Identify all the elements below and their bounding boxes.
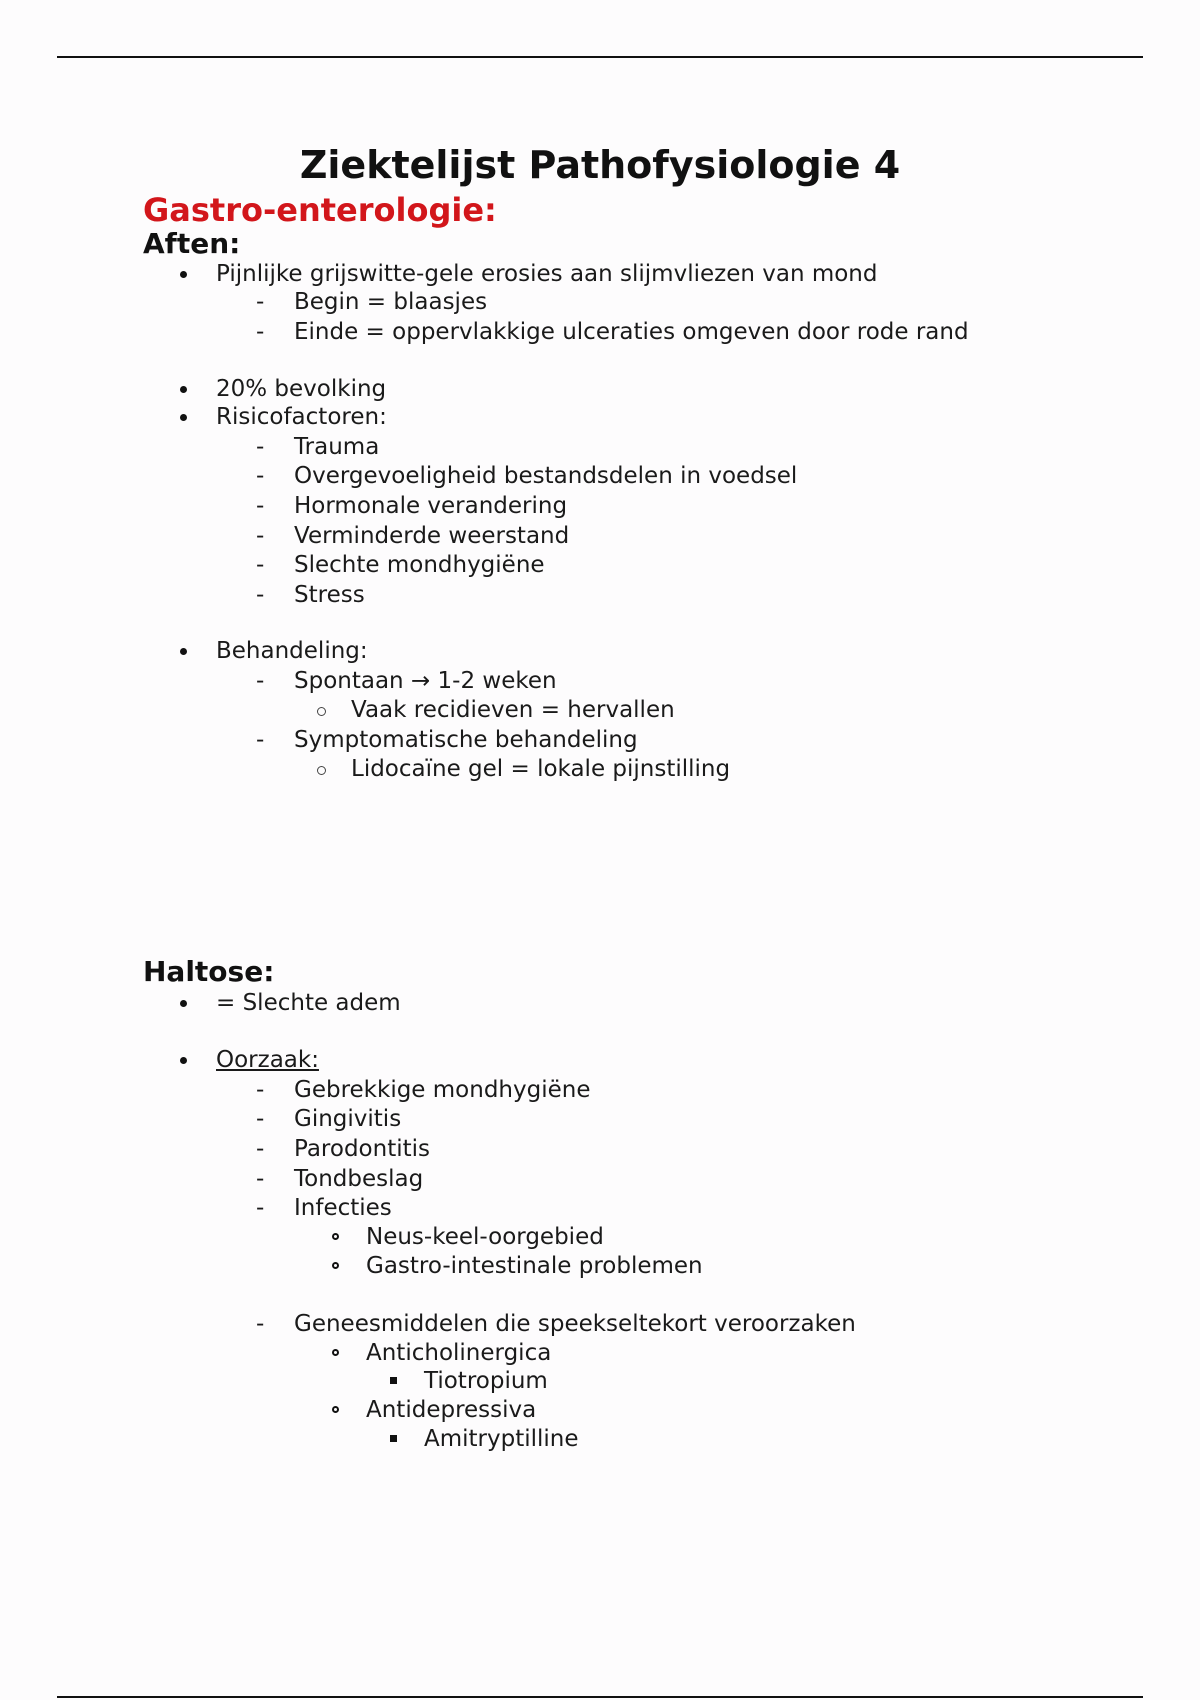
list-item: Symptomatische behandeling bbox=[294, 727, 638, 753]
list-item: Risicofactoren: bbox=[216, 404, 387, 430]
list-item: Stress bbox=[294, 582, 365, 608]
list-item: Tiotropium bbox=[424, 1368, 548, 1394]
list-item: Antidepressiva bbox=[366, 1397, 537, 1423]
list-item: Begin = blaasjes bbox=[294, 289, 488, 315]
dash-icon: - bbox=[256, 1136, 265, 1162]
document-title: Ziektelijst Pathofysiologie 4 bbox=[299, 143, 901, 187]
dash-icon: - bbox=[256, 319, 265, 345]
list-item: Parodontitis bbox=[294, 1136, 431, 1162]
dash-icon: - bbox=[256, 1195, 265, 1221]
list-item: Anticholinergica bbox=[366, 1340, 552, 1366]
list-item: Overgevoeligheid bestandsdelen in voedsel bbox=[294, 463, 798, 489]
list-item: Gingivitis bbox=[294, 1106, 402, 1132]
dash-icon: - bbox=[256, 582, 265, 608]
hollow-bullet-icon bbox=[332, 1406, 339, 1413]
hollow-bullet-icon bbox=[332, 1349, 339, 1356]
dash-icon: - bbox=[256, 668, 265, 694]
list-item: 20% bevolking bbox=[216, 376, 387, 402]
dash-icon: - bbox=[256, 434, 265, 460]
aften-heading: Aften: bbox=[143, 227, 241, 260]
list-item: Geneesmiddelen die speekseltekort veroorzaken bbox=[294, 1311, 856, 1337]
list-item: Spontaan → 1-2 weken bbox=[294, 668, 557, 694]
list-item: Tondbeslag bbox=[294, 1166, 424, 1192]
dash-icon: - bbox=[256, 1311, 265, 1337]
top-rule bbox=[57, 56, 1143, 58]
list-item: Pijnlijke grijswitte-gele erosies aan slijmvliezen van mond bbox=[216, 261, 878, 287]
list-item: Vaak recidieven = hervallen bbox=[351, 697, 675, 723]
dash-icon: - bbox=[256, 523, 265, 549]
bullet-icon bbox=[180, 1057, 187, 1064]
dash-icon: - bbox=[256, 1106, 265, 1132]
hollow-bullet-icon bbox=[317, 707, 326, 716]
list-item: Amitryptilline bbox=[424, 1426, 579, 1452]
list-item: Verminderde weerstand bbox=[294, 523, 570, 549]
list-item: Infecties bbox=[294, 1195, 392, 1221]
dash-icon: - bbox=[256, 463, 265, 489]
dash-icon: - bbox=[256, 1077, 265, 1103]
dash-icon: - bbox=[256, 552, 265, 578]
list-item: Oorzaak: bbox=[216, 1047, 319, 1073]
list-item: Hormonale verandering bbox=[294, 493, 568, 519]
list-item: Einde = oppervlakkige ulceraties omgeven door rode rand bbox=[294, 319, 969, 345]
list-item: Neus-keel-oorgebied bbox=[366, 1224, 604, 1250]
list-item: Trauma bbox=[294, 434, 380, 460]
list-item: Lidocaïne gel = lokale pijnstilling bbox=[351, 756, 731, 782]
hollow-bullet-icon bbox=[317, 766, 326, 775]
hollow-bullet-icon bbox=[332, 1262, 339, 1269]
section-heading: Gastro-enterologie: bbox=[143, 191, 497, 229]
bullet-icon bbox=[180, 386, 187, 393]
list-item: Gebrekkige mondhygiëne bbox=[294, 1077, 591, 1103]
list-item: Behandeling: bbox=[216, 638, 368, 664]
bullet-icon bbox=[180, 271, 187, 278]
dash-icon: - bbox=[256, 493, 265, 519]
hollow-bullet-icon bbox=[332, 1233, 339, 1240]
haltose-heading: Haltose: bbox=[143, 955, 275, 988]
bullet-icon bbox=[180, 648, 187, 655]
dash-icon: - bbox=[256, 1166, 265, 1192]
square-bullet-icon bbox=[390, 1377, 397, 1384]
dash-icon: - bbox=[256, 727, 265, 753]
square-bullet-icon bbox=[390, 1435, 397, 1442]
list-item: = Slechte adem bbox=[216, 990, 401, 1016]
bottom-rule bbox=[57, 1696, 1143, 1698]
bullet-icon bbox=[180, 1000, 187, 1007]
bullet-icon bbox=[180, 414, 187, 421]
dash-icon: - bbox=[256, 289, 265, 315]
list-item: Gastro-intestinale problemen bbox=[366, 1253, 703, 1279]
list-item: Slechte mondhygiëne bbox=[294, 552, 545, 578]
